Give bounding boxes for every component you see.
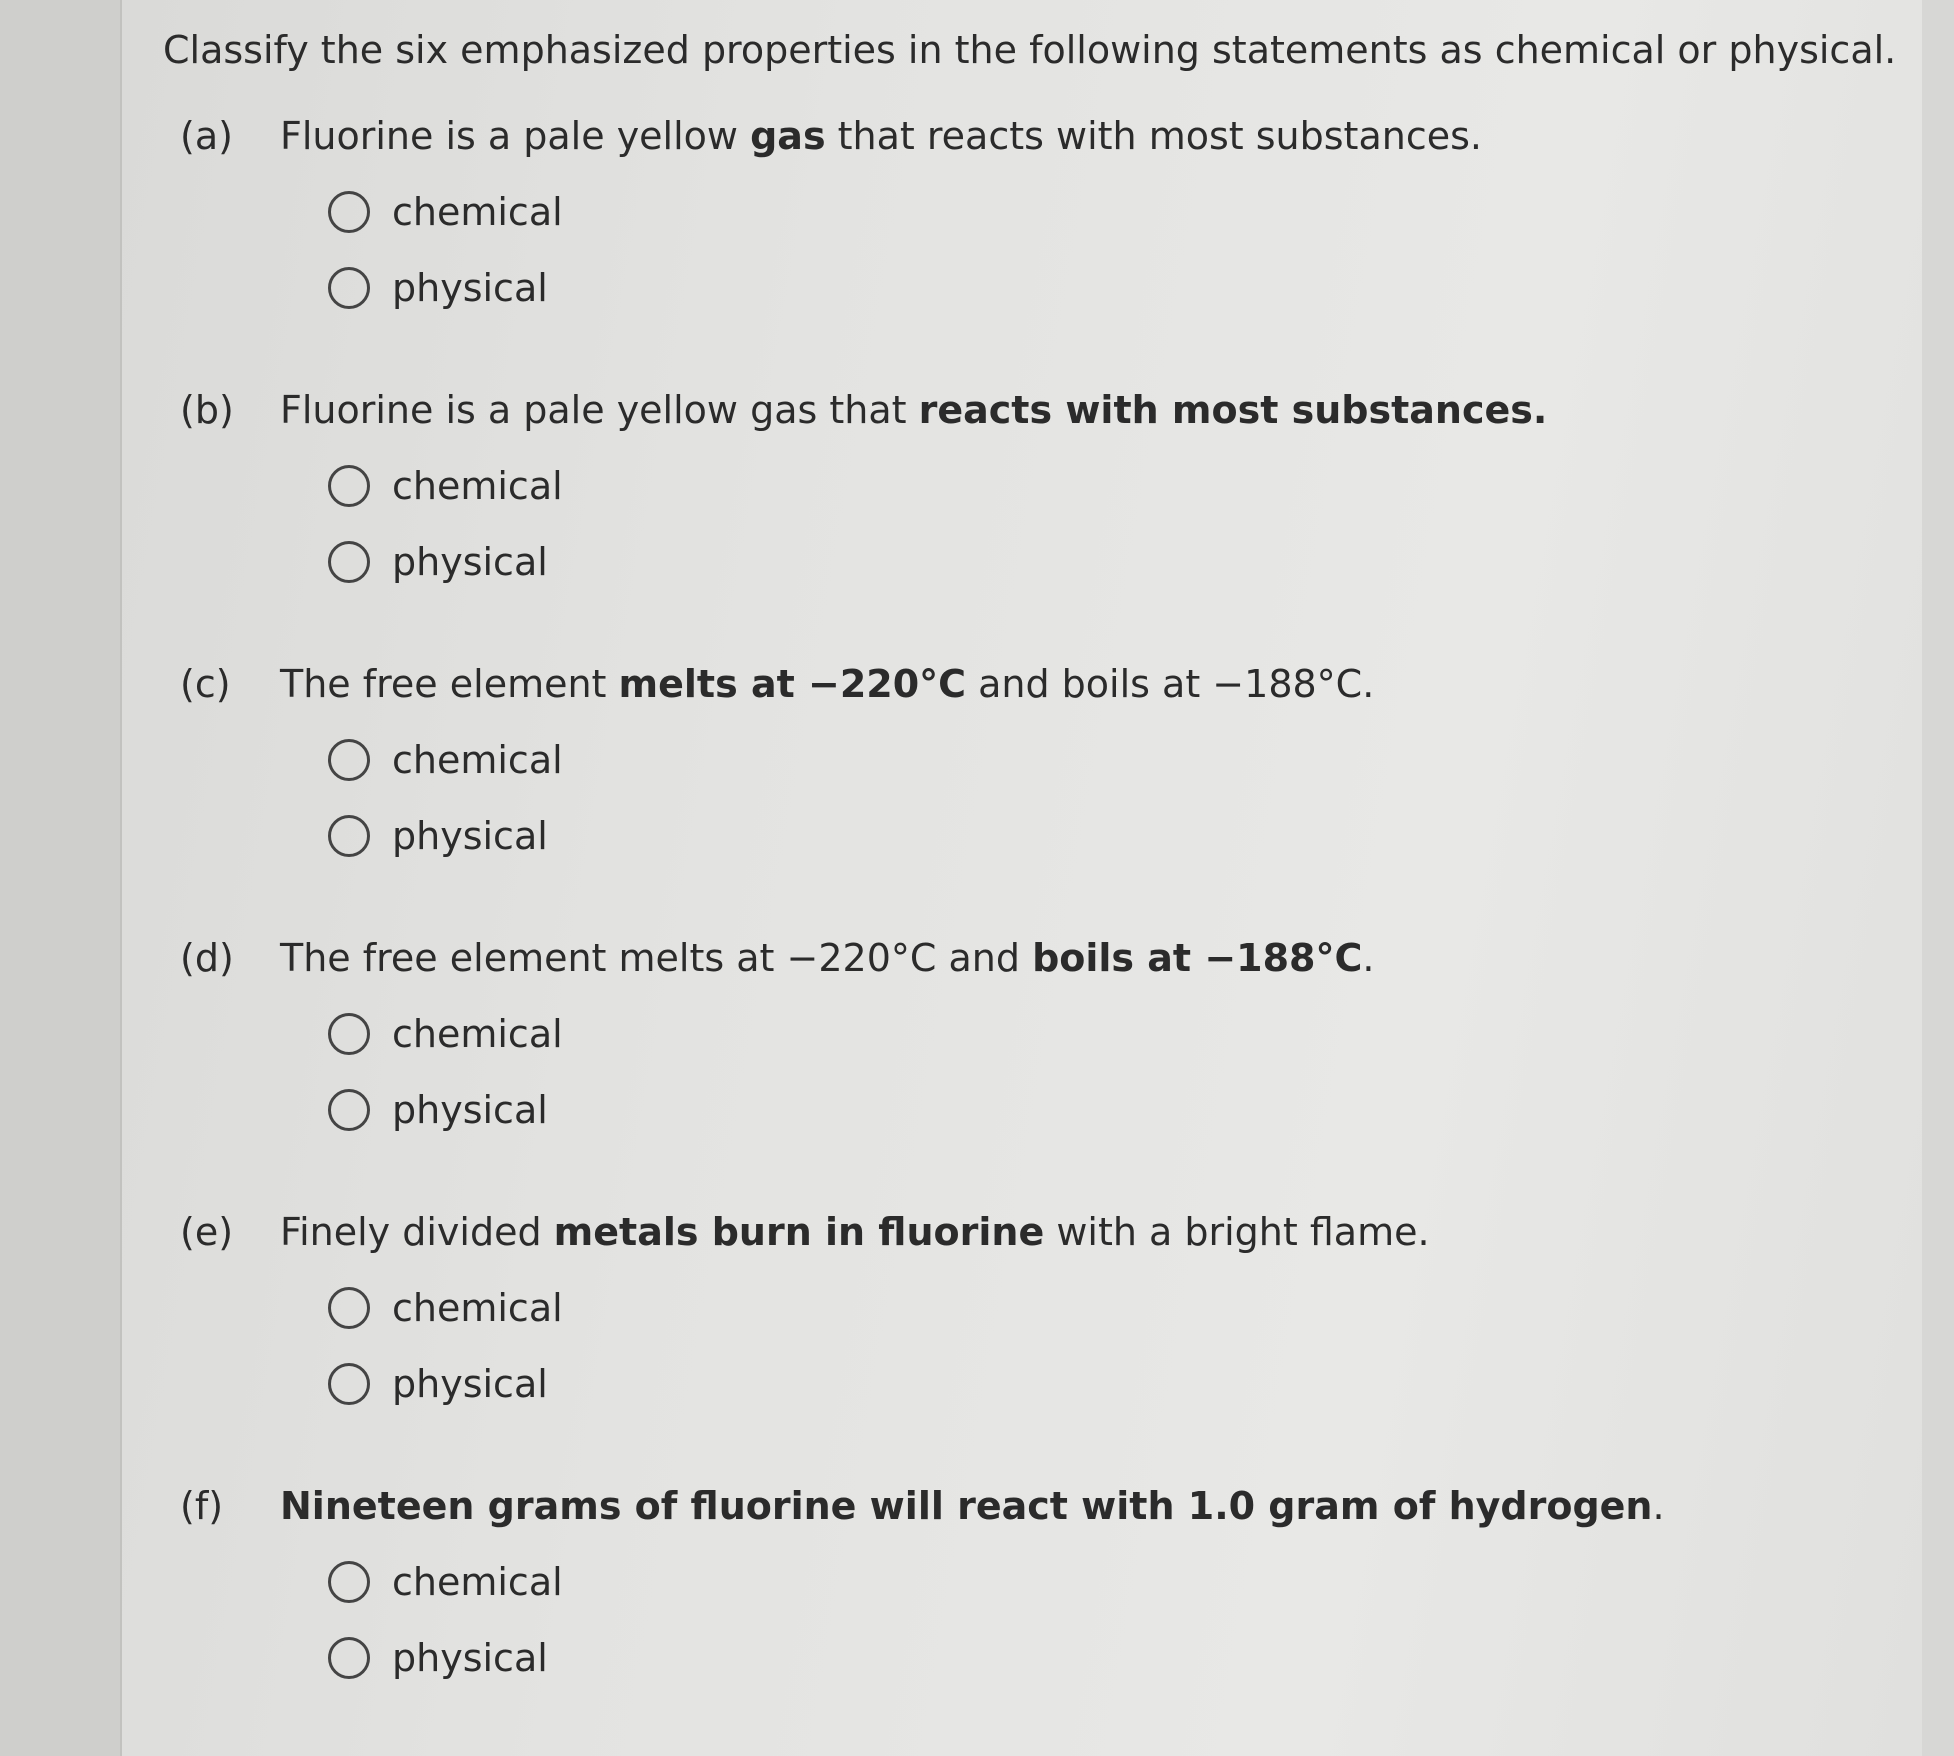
statement-text: Finely divided bbox=[280, 1210, 554, 1254]
option-label: chemical bbox=[392, 464, 563, 508]
emphasized-property: reacts with most substances. bbox=[918, 388, 1548, 432]
question-statement bbox=[180, 930, 1780, 986]
radio-button[interactable] bbox=[328, 1089, 370, 1131]
question-letter: (b) bbox=[180, 388, 234, 432]
question-letter: (c) bbox=[180, 662, 231, 706]
question-statement bbox=[180, 656, 1780, 712]
answer-options bbox=[328, 996, 1780, 1148]
option-chemical[interactable] bbox=[328, 996, 1780, 1072]
question-statement bbox=[180, 382, 1780, 438]
emphasized-property: melts at −220°C bbox=[618, 662, 967, 706]
statement-text: that reacts with most substances. bbox=[825, 114, 1482, 158]
instructions-text: Classify the six emphasized properties in the following statements as chemical or physical. bbox=[163, 28, 1897, 72]
statement-text: The free element bbox=[280, 662, 619, 706]
option-chemical[interactable] bbox=[328, 722, 1780, 798]
question-statement bbox=[180, 1478, 1780, 1534]
radio-button[interactable] bbox=[328, 267, 370, 309]
statement-text: Fluorine is a pale yellow gas that bbox=[280, 388, 919, 432]
question-d bbox=[180, 930, 1780, 1148]
option-chemical[interactable] bbox=[328, 1544, 1780, 1620]
option-physical[interactable] bbox=[328, 1620, 1780, 1696]
radio-button[interactable] bbox=[328, 1287, 370, 1329]
emphasized-property: gas bbox=[750, 114, 826, 158]
option-physical[interactable] bbox=[328, 524, 1780, 600]
question-c bbox=[180, 656, 1780, 874]
option-physical[interactable] bbox=[328, 250, 1780, 326]
option-label: chemical bbox=[392, 1286, 563, 1330]
statement-text: . bbox=[1652, 1484, 1665, 1528]
statement-text: with a bright flame. bbox=[1044, 1210, 1430, 1254]
left-margin bbox=[0, 0, 122, 1756]
statement-text: . bbox=[1362, 936, 1375, 980]
option-chemical[interactable] bbox=[328, 174, 1780, 250]
emphasized-property: Nineteen grams of fluorine will react with 1.0 gram of hydrogen bbox=[280, 1484, 1653, 1528]
statement-text: Fluorine is a pale yellow bbox=[280, 114, 751, 158]
option-label: physical bbox=[392, 814, 548, 858]
radio-button[interactable] bbox=[328, 1363, 370, 1405]
option-label: physical bbox=[392, 1088, 548, 1132]
answer-options bbox=[328, 174, 1780, 326]
radio-button[interactable] bbox=[328, 465, 370, 507]
answer-options bbox=[328, 448, 1780, 600]
question-letter: (d) bbox=[180, 936, 234, 980]
option-label: physical bbox=[392, 540, 548, 584]
option-label: chemical bbox=[392, 1012, 563, 1056]
answer-options bbox=[328, 722, 1780, 874]
option-label: physical bbox=[392, 1362, 548, 1406]
option-physical[interactable] bbox=[328, 798, 1780, 874]
radio-button[interactable] bbox=[328, 1561, 370, 1603]
answer-options bbox=[328, 1544, 1780, 1696]
emphasized-property: metals burn in fluorine bbox=[553, 1210, 1045, 1254]
option-physical[interactable] bbox=[328, 1346, 1780, 1422]
option-label: chemical bbox=[392, 190, 563, 234]
option-chemical[interactable] bbox=[328, 1270, 1780, 1346]
radio-button[interactable] bbox=[328, 1637, 370, 1679]
question-a bbox=[180, 108, 1780, 326]
option-label: physical bbox=[392, 1636, 548, 1680]
radio-button[interactable] bbox=[328, 541, 370, 583]
question-e bbox=[180, 1204, 1780, 1422]
question-letter: (a) bbox=[180, 114, 233, 158]
statement-text: The free element melts at −220°C and bbox=[280, 936, 1033, 980]
radio-button[interactable] bbox=[328, 815, 370, 857]
option-label: chemical bbox=[392, 738, 563, 782]
question-statement bbox=[180, 108, 1780, 164]
radio-button[interactable] bbox=[328, 1013, 370, 1055]
option-label: chemical bbox=[392, 1560, 563, 1604]
statement-text: and boils at −188°C. bbox=[966, 662, 1375, 706]
right-edge bbox=[1922, 0, 1954, 1756]
radio-button[interactable] bbox=[328, 191, 370, 233]
question-b bbox=[180, 382, 1780, 600]
answer-options bbox=[328, 1270, 1780, 1422]
option-chemical[interactable] bbox=[328, 448, 1780, 524]
emphasized-property: boils at −188°C bbox=[1032, 936, 1363, 980]
option-physical[interactable] bbox=[328, 1072, 1780, 1148]
option-label: physical bbox=[392, 266, 548, 310]
question-f bbox=[180, 1478, 1780, 1696]
question-letter: (e) bbox=[180, 1210, 234, 1254]
question-letter: (f) bbox=[180, 1484, 224, 1528]
radio-button[interactable] bbox=[328, 739, 370, 781]
question-statement bbox=[180, 1204, 1780, 1260]
